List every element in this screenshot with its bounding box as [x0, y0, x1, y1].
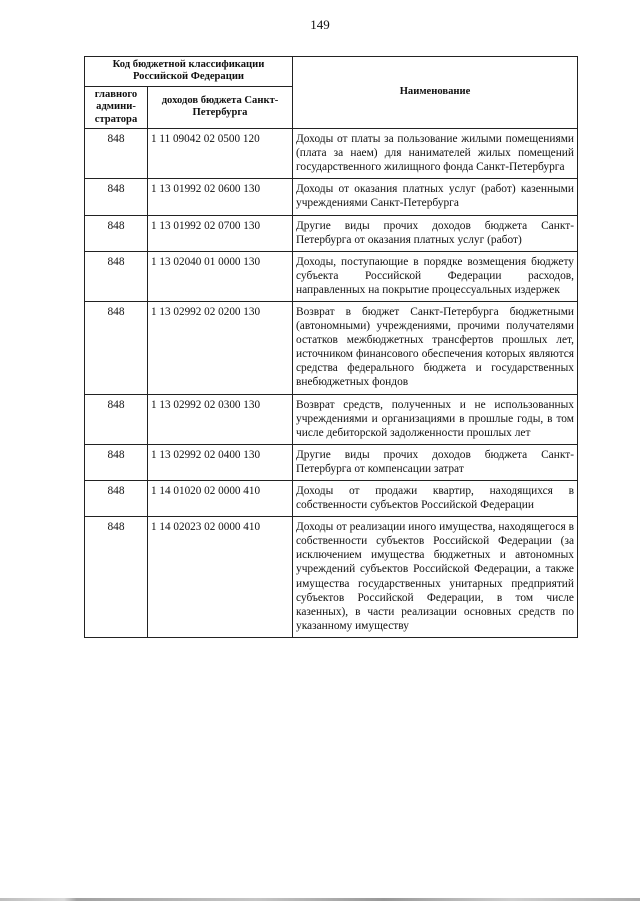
code-cell: 1 13 01992 02 0700 130	[148, 215, 293, 251]
name-cell: Доходы, поступающие в порядке возмещения бюджету субъекта Российской Федерации расходов, направленных на покрытие процессуальных издержек	[293, 251, 578, 301]
name-cell: Доходы от платы за пользование жилыми помещениями (плата за наем) для нанимателей жилых помещений государственного жилищного фонда Санкт-Петербурга	[293, 129, 578, 179]
header-name: Наименование	[293, 57, 578, 129]
admin-cell: 848	[85, 215, 148, 251]
admin-cell: 848	[85, 129, 148, 179]
name-cell: Доходы от оказания платных услуг (работ) казенными учреждениями Санкт-Петербурга	[293, 179, 578, 215]
admin-cell: 848	[85, 301, 148, 394]
table-row	[85, 301, 578, 394]
admin-cell: 848	[85, 444, 148, 480]
header-code: доходов бюджета Санкт-Петербурга	[148, 86, 293, 128]
code-cell: 1 14 02023 02 0000 410	[148, 517, 293, 638]
code-cell: 1 11 09042 02 0500 120	[148, 129, 293, 179]
table-row	[85, 179, 578, 215]
table-body	[85, 129, 578, 638]
admin-cell: 848	[85, 394, 148, 444]
code-cell: 1 13 02040 01 0000 130	[148, 251, 293, 301]
name-cell: Доходы от реализации иного имущества, находящегося в собственности субъектов Российской Федерации (за исключением имущества бюджетных и автономных учреждений субъектов Российской Федерации, а также имущества государственных унитарных предприятий субъектов Российской Федерации, в том числе казенных), в части реализации основных средств по указанному имуществу	[293, 517, 578, 638]
admin-cell: 848	[85, 179, 148, 215]
admin-cell: 848	[85, 517, 148, 638]
code-cell: 1 13 02992 02 0400 130	[148, 444, 293, 480]
code-cell: 1 13 01992 02 0600 130	[148, 179, 293, 215]
page-number: 149	[310, 17, 330, 32]
header-admin: главного админи-стратора	[85, 86, 148, 128]
name-cell: Возврат в бюджет Санкт-Петербурга бюджетными (автономными) учреждениями, прочими получателями остатков межбюджетных трансфертов прошлых лет, источником финансового обеспечения которых являются средства федерального бюджета и государственных внебюджетных фондов	[293, 301, 578, 394]
name-cell: Другие виды прочих доходов бюджета Санкт-Петербурга от компенсации затрат	[293, 444, 578, 480]
table-header	[85, 57, 578, 129]
table-row	[85, 251, 578, 301]
admin-cell: 848	[85, 251, 148, 301]
code-cell: 1 13 02992 02 0200 130	[148, 301, 293, 394]
name-cell: Возврат средств, полученных и не использованных учреждениями и организациями в прошлые годы, в том числе дебиторской задолженности прошлых лет	[293, 394, 578, 444]
table-row	[85, 444, 578, 480]
name-cell: Доходы от продажи квартир, находящихся в собственности субъектов Российской Федерации	[293, 481, 578, 517]
table-row	[85, 481, 578, 517]
admin-cell: 848	[85, 481, 148, 517]
name-cell: Другие виды прочих доходов бюджета Санкт-Петербурга от оказания платных услуг (работ)	[293, 215, 578, 251]
code-cell: 1 14 01020 02 0000 410	[148, 481, 293, 517]
budget-classification-table	[84, 56, 578, 638]
code-cell: 1 13 02992 02 0300 130	[148, 394, 293, 444]
table-row	[85, 394, 578, 444]
table-row	[85, 215, 578, 251]
table-row	[85, 517, 578, 638]
table-row	[85, 129, 578, 179]
scan-edge-artifact	[0, 898, 640, 901]
header-classification-group: Код бюджетной классификации Российской Федерации	[85, 57, 293, 87]
